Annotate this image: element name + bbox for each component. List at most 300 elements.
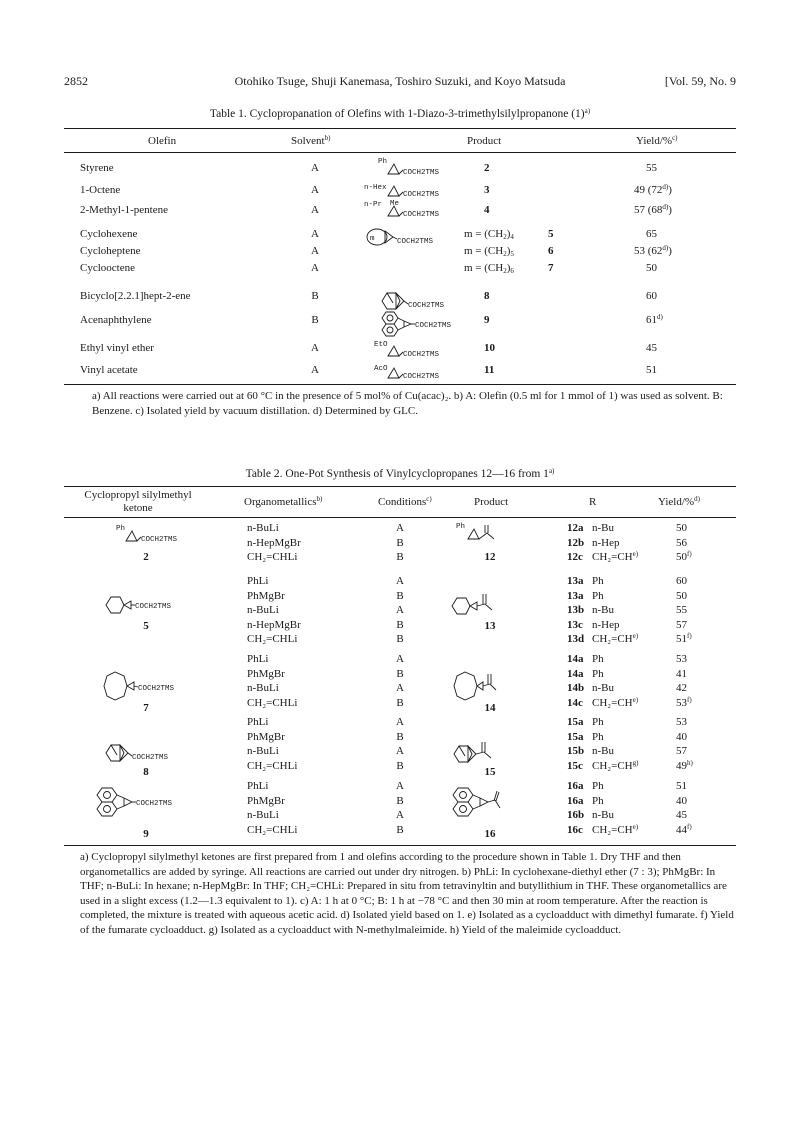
product-compound-number: 13 bbox=[484, 620, 496, 632]
table1-solvent: B bbox=[311, 314, 319, 326]
structure-label-aco: AcO bbox=[374, 365, 388, 373]
table1-olefin: Styrene bbox=[80, 162, 114, 174]
yield-value: 57 bbox=[634, 204, 645, 216]
entry-label: 15b bbox=[567, 745, 585, 757]
entry-label: 13a bbox=[567, 590, 584, 602]
ketone-compound-number: 2 bbox=[143, 551, 149, 563]
table1-compound-number: 6 bbox=[548, 245, 554, 257]
reaction-conditions: B bbox=[396, 619, 404, 631]
yield-glc-close: ) bbox=[668, 184, 672, 196]
entry-label: 12a bbox=[567, 522, 584, 534]
reaction-conditions: A bbox=[396, 716, 404, 728]
entry-label: 16c bbox=[567, 824, 583, 836]
r-group bbox=[592, 731, 604, 744]
yield-value: 44 bbox=[676, 824, 687, 836]
structure-label-nhex: n-Hex bbox=[364, 184, 387, 192]
organometallic-reagent: PhMgBr bbox=[247, 795, 285, 807]
yield-glc-close: ) bbox=[668, 245, 672, 257]
product-4-structure bbox=[364, 198, 462, 222]
ring-size-n: 5 bbox=[510, 250, 514, 258]
yield-value: 53 bbox=[634, 245, 645, 257]
yield-value: 53 bbox=[676, 716, 687, 728]
structure-label-coch2tms: COCH2TMS bbox=[403, 351, 440, 359]
table1-compound-number: 7 bbox=[548, 262, 554, 274]
table2-footnotes: a) Cyclopropyl silylmethyl ketones are first prepared from 1 and olefins according to the procedure shown in Table 1. Dry THF and then organometallics are added by syringe. All reactions are carried out under dry nitrogen. b) PhLi: In cyclohexane-diethyl ether (7 : 3); PhMgBr: In THF; n-BuLi: In hexane; n-HepMgBr: In THF; CH₂=CHLi: Prepared in situ from tetravinyltin and butyllithium in THF. These organometallics are used in a slight excess (1.2—1.3 equivalent to 1). c) A: 1 h at 0 °C; B: 1 h at −78 °C and then 30 min at room temperature. After the reaction is completed, the mixture is treated with aqueous acetic acid. d) Isolated yield based on 1. e) Isolated as a cycloadduct with dimethyl fumarate. f) Yield of the fumarate cycloadduct. g) Isolated as a cycloadduct with N-methylmaleimide. h) Yield of the maleimide cycloadduct. bbox=[80, 851, 734, 936]
table2-header-rule bbox=[64, 517, 736, 518]
ketone-7-structure bbox=[100, 670, 200, 702]
yield-value: 50 bbox=[646, 262, 657, 274]
yield-value: 41 bbox=[676, 668, 687, 680]
reaction-conditions: B bbox=[396, 731, 404, 743]
entry-label: 14a bbox=[567, 668, 584, 680]
table1-olefin: Ethyl vinyl ether bbox=[80, 342, 154, 354]
entry-label: 15c bbox=[567, 760, 583, 772]
ring-size-close: ) bbox=[506, 245, 511, 257]
table2-header-product: Product bbox=[474, 496, 509, 508]
r-group-value: n-Bu bbox=[592, 682, 614, 694]
yield-glc-footnote: d) bbox=[662, 203, 669, 211]
reaction-conditions: B bbox=[396, 760, 404, 772]
ketone-compound-number: 9 bbox=[143, 828, 149, 840]
entry-label: 15a bbox=[567, 731, 584, 743]
r-group-value: n-Bu bbox=[592, 604, 614, 616]
table1-header-yield: Yield/%$^{c)}$ bbox=[636, 134, 678, 147]
running-head-authors: Otohiko Tsuge, Shuji Kanemasa, Toshiro Suzuki, and Koyo Matsuda bbox=[234, 74, 566, 88]
ring-size-prefix: m = (CH bbox=[464, 245, 504, 257]
table2-header-r: R bbox=[589, 496, 597, 508]
r-group-value: CH₂=CH bbox=[592, 760, 633, 772]
r-group bbox=[592, 590, 604, 603]
svg-text:COCH2TMS: COCH2TMS bbox=[135, 603, 172, 611]
structure-label-coch2tms: COCH2TMS bbox=[415, 322, 452, 330]
ketone-compound-number: 7 bbox=[143, 702, 149, 714]
organometallic-reagent: PhMgBr bbox=[247, 731, 285, 743]
yield-value: 57 bbox=[676, 619, 687, 631]
running-head bbox=[64, 74, 736, 90]
organometallic-reagent: PhMgBr bbox=[247, 590, 285, 602]
product-compound-number: 15 bbox=[484, 766, 496, 778]
reaction-conditions: A bbox=[396, 780, 404, 792]
yield-value: 50 bbox=[676, 522, 687, 534]
yield-value: 49 bbox=[634, 184, 645, 196]
table1-olefin: Acenaphthylene bbox=[80, 314, 152, 326]
yield-footnote: f) bbox=[687, 823, 692, 831]
table1-top-rule bbox=[64, 128, 736, 129]
r-group bbox=[592, 551, 638, 564]
table1-yield bbox=[634, 245, 672, 258]
table1-yield bbox=[646, 364, 657, 377]
reaction-conditions: A bbox=[396, 745, 404, 757]
table1-yield bbox=[634, 184, 672, 197]
r-group bbox=[592, 780, 604, 793]
r-group bbox=[592, 760, 638, 773]
table2-yield bbox=[676, 619, 687, 632]
yield-glc-value: (68 bbox=[647, 204, 663, 216]
table2-header-yield: Yield/%$^{d)}$ bbox=[658, 495, 700, 508]
entry-label: 13b bbox=[567, 604, 585, 616]
product-15-structure bbox=[452, 738, 524, 768]
ring-size-sub: 2 bbox=[503, 250, 507, 258]
table1-bottom-rule bbox=[64, 384, 736, 385]
yield-value: 65 bbox=[646, 228, 657, 240]
r-group bbox=[592, 809, 614, 822]
reaction-conditions: B bbox=[396, 633, 404, 645]
product-16-structure bbox=[450, 786, 530, 822]
yield-value: 40 bbox=[676, 795, 687, 807]
table2-header-ketone: Cyclopropyl silylmethyl ketone bbox=[84, 489, 192, 514]
table1-yield bbox=[646, 314, 663, 327]
organometallic-reagent: PhLi bbox=[247, 716, 269, 728]
table2-yield bbox=[676, 824, 692, 837]
table1-solvent: A bbox=[311, 262, 319, 274]
table2-yield bbox=[676, 590, 687, 603]
organometallic-reagent: CH₂=CHLi bbox=[247, 551, 298, 563]
table1-olefin: Bicyclo[2.2.1]hept-2-ene bbox=[80, 290, 191, 302]
table2-yield bbox=[676, 537, 687, 550]
table1-compound-number: 10 bbox=[484, 342, 495, 354]
cyclopropane-ring bbox=[388, 346, 399, 356]
organometallic-reagent: n-HepMgBr bbox=[247, 537, 301, 549]
organometallic-reagent: CH₂=CHLi bbox=[247, 697, 298, 709]
yield-value: 51 bbox=[646, 364, 657, 376]
r-group-value: Ph bbox=[592, 575, 604, 587]
table1-caption: Table 1. Cyclopropanation of Olefins with 1-Diazo-3-trimethylsilylpropanone $(1)^{a)}$ bbox=[209, 107, 591, 120]
yield-value: 60 bbox=[646, 290, 657, 302]
table2-yield bbox=[676, 716, 687, 729]
yield-value: 56 bbox=[676, 537, 687, 549]
r-group-footnote: e) bbox=[632, 696, 639, 704]
organometallic-reagent: PhMgBr bbox=[247, 668, 285, 680]
reaction-conditions: B bbox=[396, 668, 404, 680]
ketone-compound-number: 8 bbox=[143, 766, 149, 778]
ring-size-close: ) bbox=[506, 228, 511, 240]
yield-footnote: f) bbox=[687, 550, 692, 558]
reaction-conditions: A bbox=[396, 682, 404, 694]
yield-footnote: h) bbox=[687, 759, 693, 767]
structure-label-coch2tms: COCH2TMS bbox=[403, 169, 440, 177]
table1-olefin: Cycloheptene bbox=[80, 245, 141, 257]
table2-header-organometallics: Organometallics$^{b)}$ bbox=[244, 495, 323, 508]
structure-label-coch2tms: COCH2TMS bbox=[403, 191, 440, 199]
yield-value: 61 bbox=[646, 314, 657, 326]
r-group bbox=[592, 824, 638, 837]
table2-yield bbox=[676, 809, 687, 822]
reaction-conditions: B bbox=[396, 537, 404, 549]
structure-label-ph: Ph bbox=[378, 158, 388, 166]
product-11-structure bbox=[372, 360, 462, 384]
table2-yield bbox=[676, 668, 687, 681]
yield-glc-close: ) bbox=[668, 204, 672, 216]
cyclopropane-ring bbox=[388, 186, 399, 196]
yield-value: 49 bbox=[676, 760, 687, 772]
table2-top-rule bbox=[64, 486, 736, 487]
table1-olefin: Cyclooctene bbox=[80, 262, 135, 274]
structure-label-npr: n-Pr bbox=[364, 201, 383, 209]
table2-yield bbox=[676, 697, 692, 710]
page-number: 2852 bbox=[64, 74, 88, 88]
product-compound-number: 12 bbox=[484, 551, 496, 563]
table1-solvent: A bbox=[311, 342, 319, 354]
product-compound-number: 16 bbox=[484, 828, 496, 840]
yield-value: 55 bbox=[676, 604, 687, 616]
r-group bbox=[592, 633, 638, 646]
svg-text:COCH2TMS: COCH2TMS bbox=[136, 800, 173, 808]
r-group bbox=[592, 795, 604, 808]
table2-yield bbox=[676, 760, 693, 773]
r-group-value: CH₂=CH bbox=[592, 633, 633, 645]
yield-footnote: f) bbox=[687, 632, 692, 640]
r-group bbox=[592, 682, 614, 695]
structure-label-coch2tms: COCH2TMS bbox=[408, 302, 445, 310]
r-group-value: n-Bu bbox=[592, 809, 614, 821]
r-group-value: n-Bu bbox=[592, 522, 614, 534]
r-group-footnote: g) bbox=[632, 759, 639, 767]
structure-label-coch2tms: COCH2TMS bbox=[403, 211, 440, 219]
table2-yield bbox=[676, 522, 687, 535]
yield-value: 60 bbox=[676, 575, 687, 587]
product-10-structure bbox=[372, 338, 462, 362]
table1-olefin: 1-Octene bbox=[80, 184, 121, 196]
r-group-value: CH₂=CH bbox=[592, 824, 633, 836]
table1-solvent: A bbox=[311, 184, 319, 196]
entry-label: 14a bbox=[567, 653, 584, 665]
yield-value: 50 bbox=[676, 551, 687, 563]
table1-header-solvent: Solvent$^{b)}$ bbox=[291, 134, 331, 147]
reaction-conditions: B bbox=[396, 551, 404, 563]
table2-yield bbox=[676, 682, 687, 695]
reaction-conditions: A bbox=[396, 604, 404, 616]
r-group bbox=[592, 604, 614, 617]
organometallic-reagent: n-BuLi bbox=[247, 809, 279, 821]
entry-label: 16b bbox=[567, 809, 585, 821]
r-group bbox=[592, 697, 638, 710]
table2-yield bbox=[676, 604, 687, 617]
reaction-conditions: B bbox=[396, 590, 404, 602]
product-compound-number: 14 bbox=[484, 702, 496, 714]
yield-value: 53 bbox=[676, 697, 687, 709]
yield-value: 42 bbox=[676, 682, 687, 694]
table1-solvent: A bbox=[311, 204, 319, 216]
entry-label: 13d bbox=[567, 633, 585, 645]
organometallic-reagent: CH₂=CHLi bbox=[247, 633, 298, 645]
yield-value: 40 bbox=[676, 731, 687, 743]
r-group-footnote: e) bbox=[632, 550, 639, 558]
reaction-conditions: B bbox=[396, 795, 404, 807]
table2-yield bbox=[676, 795, 687, 808]
r-group-value: Ph bbox=[592, 590, 604, 602]
yield-glc-footnote: d) bbox=[662, 244, 669, 252]
product-12-structure bbox=[456, 521, 520, 547]
yield-value: 55 bbox=[646, 162, 657, 174]
table1-solvent: A bbox=[311, 162, 319, 174]
r-group-value: CH₂=CH bbox=[592, 551, 633, 563]
table1-compound-number: 3 bbox=[484, 184, 490, 196]
r-group bbox=[592, 745, 614, 758]
table2-bottom-rule bbox=[64, 845, 736, 846]
reaction-conditions: A bbox=[396, 809, 404, 821]
structure-label-coch2tms: COCH2TMS bbox=[403, 373, 440, 381]
table1-solvent: A bbox=[311, 228, 319, 240]
table1-yield bbox=[646, 162, 657, 175]
table1-compound-number: 2 bbox=[484, 162, 490, 174]
r-group bbox=[592, 716, 604, 729]
r-group bbox=[592, 522, 614, 535]
ring-size-n: 4 bbox=[510, 233, 514, 241]
ring-size-sub: 2 bbox=[503, 233, 507, 241]
entry-label: 14b bbox=[567, 682, 585, 694]
svg-text:Ph: Ph bbox=[116, 525, 126, 533]
table2-yield bbox=[676, 745, 687, 758]
table2-yield bbox=[676, 653, 687, 666]
entry-label: 16a bbox=[567, 780, 584, 792]
structure-label-me: Me bbox=[390, 200, 400, 208]
r-group bbox=[592, 537, 620, 550]
ketone-2-structure bbox=[110, 523, 200, 547]
r-group-value: n-Bu bbox=[592, 745, 614, 757]
table2-header-conditions: Conditions$^{c)}$ bbox=[378, 495, 432, 508]
r-group-value: CH₂=CH bbox=[592, 697, 633, 709]
r-group-value: Ph bbox=[592, 780, 604, 792]
table1-compound-number: 11 bbox=[484, 364, 495, 376]
ring-size-close: ) bbox=[506, 262, 511, 274]
table1-yield bbox=[646, 290, 657, 303]
table1-compound-number: 5 bbox=[548, 228, 554, 240]
r-group-footnote: e) bbox=[632, 632, 639, 640]
yield-value: 50 bbox=[676, 590, 687, 602]
table1-compound-number: 9 bbox=[484, 314, 490, 326]
product-5-7-structure bbox=[366, 226, 462, 252]
reaction-conditions: B bbox=[396, 697, 404, 709]
organometallic-reagent: n-BuLi bbox=[247, 522, 279, 534]
organometallic-reagent: PhLi bbox=[247, 780, 269, 792]
table1-compound-number: 4 bbox=[484, 204, 490, 216]
yield-glc-footnote: d) bbox=[662, 183, 669, 191]
entry-label: 12b bbox=[567, 537, 585, 549]
table1-olefin: 2-Methyl-1-pentene bbox=[80, 204, 168, 216]
yield-value: 45 bbox=[646, 342, 657, 354]
table2-yield bbox=[676, 551, 692, 564]
yield-footnote: d) bbox=[657, 313, 663, 321]
r-group-value: Ph bbox=[592, 653, 604, 665]
table1-olefin: Vinyl acetate bbox=[80, 364, 138, 376]
table1-footnotes: a) All reactions were carried out at 60 °C in the presence of 5 mol% of Cu(acac)₂. b) A: Olefin (0.5 ml for 1 mmol of 1) was used as solvent. B: Benzene. c) Isolated yield by vacuum distillation. d) Determined by GLC. bbox=[92, 390, 723, 417]
entry-label: 16a bbox=[567, 795, 584, 807]
ketone-5-structure bbox=[104, 592, 200, 618]
r-group-value: Ph bbox=[592, 668, 604, 680]
table1-solvent: A bbox=[311, 364, 319, 376]
entry-label: 13c bbox=[567, 619, 583, 631]
r-group-value: n-Hep bbox=[592, 537, 620, 549]
organometallic-reagent: PhLi bbox=[247, 575, 269, 587]
table1-yield bbox=[634, 204, 672, 217]
organometallic-reagent: n-BuLi bbox=[247, 745, 279, 757]
table1-yield bbox=[646, 228, 657, 241]
ketone-compound-number: 5 bbox=[143, 620, 149, 632]
ketone-8-structure bbox=[104, 740, 200, 766]
entry-label: 15a bbox=[567, 716, 584, 728]
table2-caption: Table 2. One-Pot Synthesis of Vinylcyclopropanes 12—16 from 1$^{a)}$ bbox=[245, 467, 555, 480]
r-group-footnote: e) bbox=[632, 823, 639, 831]
table2-yield bbox=[676, 575, 687, 588]
r-group-value: Ph bbox=[592, 716, 604, 728]
table1-ring-size bbox=[464, 245, 514, 258]
table1-solvent: B bbox=[311, 290, 319, 302]
cyclopropane-ring bbox=[388, 164, 399, 174]
table1-olefin: Cyclohexene bbox=[80, 228, 138, 240]
svg-text:Ph: Ph bbox=[456, 523, 466, 531]
cyclopropane-ring bbox=[404, 321, 411, 327]
r-group-value: n-Hep bbox=[592, 619, 620, 631]
structure-label-coch2tms: COCH2TMS bbox=[397, 238, 434, 246]
yield-value: 51 bbox=[676, 633, 687, 645]
reaction-conditions: B bbox=[396, 824, 404, 836]
r-group-value: Ph bbox=[592, 731, 604, 743]
table1-yield bbox=[646, 342, 657, 355]
reaction-conditions: A bbox=[396, 575, 404, 587]
table2-yield bbox=[676, 633, 692, 646]
table1-header-olefin: Olefin bbox=[148, 135, 177, 147]
organometallic-reagent: CH₂=CHLi bbox=[247, 824, 298, 836]
organometallic-reagent: PhLi bbox=[247, 653, 269, 665]
ring-size-prefix: m = (CH bbox=[464, 262, 504, 274]
cyclopropane-ring bbox=[385, 231, 393, 243]
organometallic-reagent: n-BuLi bbox=[247, 682, 279, 694]
organometallic-reagent: n-BuLi bbox=[247, 604, 279, 616]
structure-label-eto: EtO bbox=[374, 341, 388, 349]
table1-ring-size bbox=[464, 262, 514, 275]
r-group-value: Ph bbox=[592, 795, 604, 807]
ketone-9-structure bbox=[94, 786, 204, 820]
cyclopropane-ring bbox=[388, 368, 399, 378]
table1-ring-size bbox=[464, 228, 514, 241]
r-group bbox=[592, 575, 604, 588]
table2-yield bbox=[676, 731, 687, 744]
yield-value: 53 bbox=[676, 653, 687, 665]
ring-size-n: 6 bbox=[510, 267, 514, 275]
table1-header-rule bbox=[64, 152, 736, 153]
r-group bbox=[592, 668, 604, 681]
product-14-structure bbox=[450, 666, 524, 704]
organometallic-reagent: n-HepMgBr bbox=[247, 619, 301, 631]
ring-size-prefix: m = (CH bbox=[464, 228, 504, 240]
yield-footnote: f) bbox=[687, 696, 692, 704]
reaction-conditions: A bbox=[396, 653, 404, 665]
yield-value: 57 bbox=[676, 745, 687, 757]
r-group bbox=[592, 619, 620, 632]
ring-size-sub: 2 bbox=[503, 267, 507, 275]
yield-glc-value: (72 bbox=[647, 184, 663, 196]
entry-label: 12c bbox=[567, 551, 583, 563]
structure-label-m: m bbox=[370, 235, 375, 243]
table1-compound-number: 8 bbox=[484, 290, 490, 302]
svg-text:COCH2TMS: COCH2TMS bbox=[132, 754, 169, 762]
svg-text:COCH2TMS: COCH2TMS bbox=[138, 685, 175, 693]
reaction-conditions: A bbox=[396, 522, 404, 534]
product-2-structure bbox=[372, 156, 462, 180]
table1-yield bbox=[646, 262, 657, 275]
yield-glc-value: (62 bbox=[647, 245, 663, 257]
entry-label: 14c bbox=[567, 697, 583, 709]
table1-solvent: A bbox=[311, 245, 319, 257]
table2-yield bbox=[676, 780, 687, 793]
svg-text:COCH2TMS: COCH2TMS bbox=[141, 536, 178, 544]
product-9-structure bbox=[380, 310, 476, 338]
organometallic-reagent: CH₂=CHLi bbox=[247, 760, 298, 772]
entry-label: 13a bbox=[567, 575, 584, 587]
yield-value: 51 bbox=[676, 780, 687, 792]
product-13-structure bbox=[450, 590, 522, 620]
running-head-volume: [Vol. 59, No. 9 bbox=[664, 74, 736, 88]
